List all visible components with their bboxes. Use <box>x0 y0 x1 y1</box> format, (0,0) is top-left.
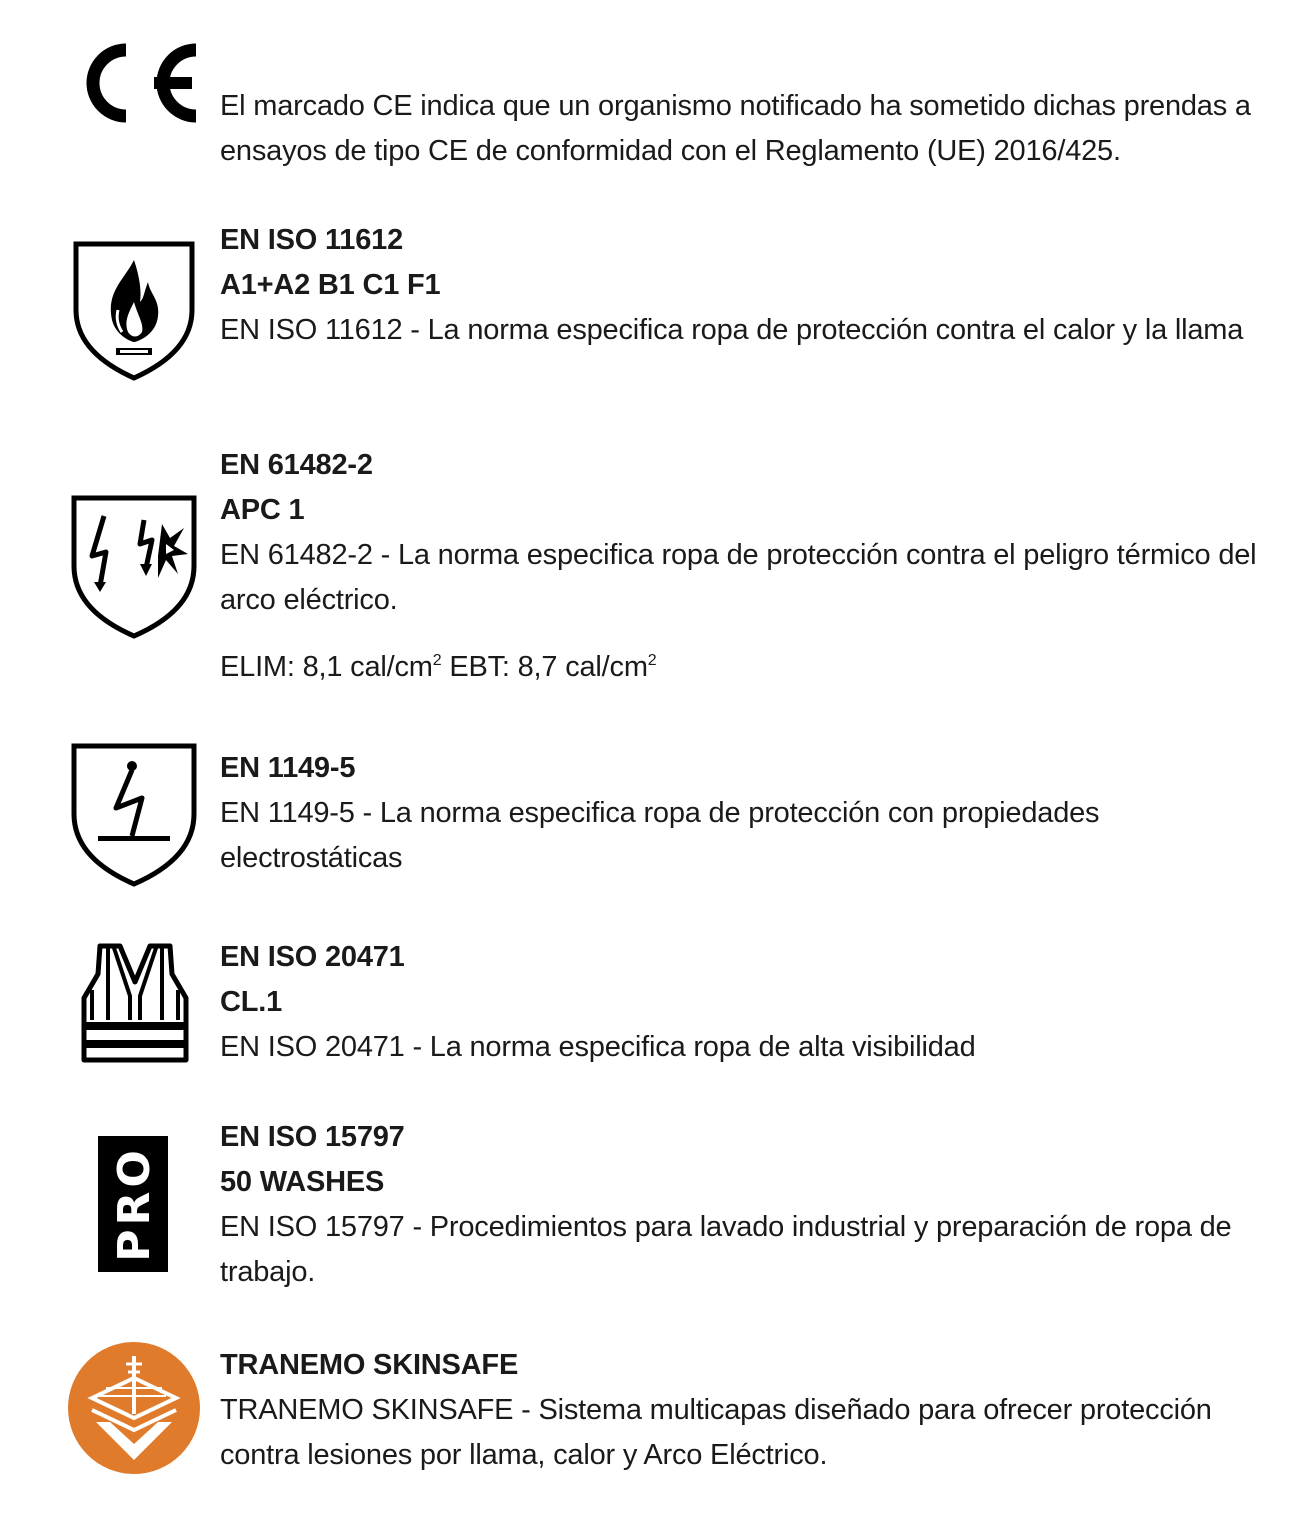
standard-description: EN ISO 20471 - La norma especifica ropa de alta visibilidad <box>220 1031 976 1063</box>
standard-description: EN ISO 11612 - La norma especifica ropa de protección contra el calor y la llama <box>220 314 1244 346</box>
tranemo-skinsafe-text <box>220 1343 1270 1478</box>
superscript: 2 <box>432 652 442 669</box>
pro-badge-icon <box>98 1136 168 1272</box>
standard-description: EN ISO 15797 - Procedimientos para lavado industrial y preparación de ropa de trabajo. <box>220 1211 1232 1288</box>
pro-badge-text: PRO <box>109 1146 160 1262</box>
standard-title: EN ISO 20471 <box>220 941 405 973</box>
standard-title: EN ISO 15797 <box>220 1121 405 1153</box>
standard-subtitle: APC 1 <box>220 494 305 526</box>
standard-subtitle: CL.1 <box>220 986 283 1018</box>
flame-shield-icon <box>72 240 196 382</box>
ce-description <box>220 84 1270 174</box>
standard-subtitle: 50 WASHES <box>220 1166 385 1198</box>
en-61482-2-text <box>220 443 1270 690</box>
ce-text: El marcado CE indica que un organismo notificado ha sometido dichas prendas a ensayos de tipo CE de conformidad con el Reglamento (UE) 2016/425. <box>220 90 1251 167</box>
standard-description: EN 1149-5 - La norma especifica ropa de protección con propiedades electrostáticas <box>220 797 1100 874</box>
standard-description: EN 61482-2 - La norma especifica ropa de protección contra el peligro térmico del arco eléctrico. <box>220 539 1257 616</box>
electric-arc-shield-icon <box>70 494 198 640</box>
ebt-value: EBT: 8,7 cal/cm <box>441 651 648 683</box>
standard-subtitle: A1+A2 B1 C1 F1 <box>220 269 441 301</box>
superscript: 2 <box>647 652 657 669</box>
en-iso-11612-text <box>220 218 1270 353</box>
en-1149-5-text <box>220 746 1270 881</box>
tranemo-skinsafe-icon <box>66 1340 202 1476</box>
ce-mark-icon <box>66 36 200 130</box>
en-iso-20471-text <box>220 935 1270 1070</box>
arc-rating-values <box>220 645 1270 690</box>
standard-title: EN 1149-5 <box>220 752 356 784</box>
elim-value: ELIM: 8,1 cal/cm <box>220 651 433 683</box>
high-visibility-vest-icon <box>80 940 190 1064</box>
standard-description: TRANEMO SKINSAFE - Sistema multicapas diseñado para ofrecer protección contra lesiones por llama, calor y Arco Eléctrico. <box>220 1394 1212 1471</box>
standard-title: TRANEMO SKINSAFE <box>220 1349 519 1381</box>
electrostatic-shield-icon <box>70 742 198 888</box>
standard-title: EN ISO 11612 <box>220 224 403 256</box>
en-iso-15797-text <box>220 1115 1270 1295</box>
standard-title: EN 61482-2 <box>220 449 373 481</box>
